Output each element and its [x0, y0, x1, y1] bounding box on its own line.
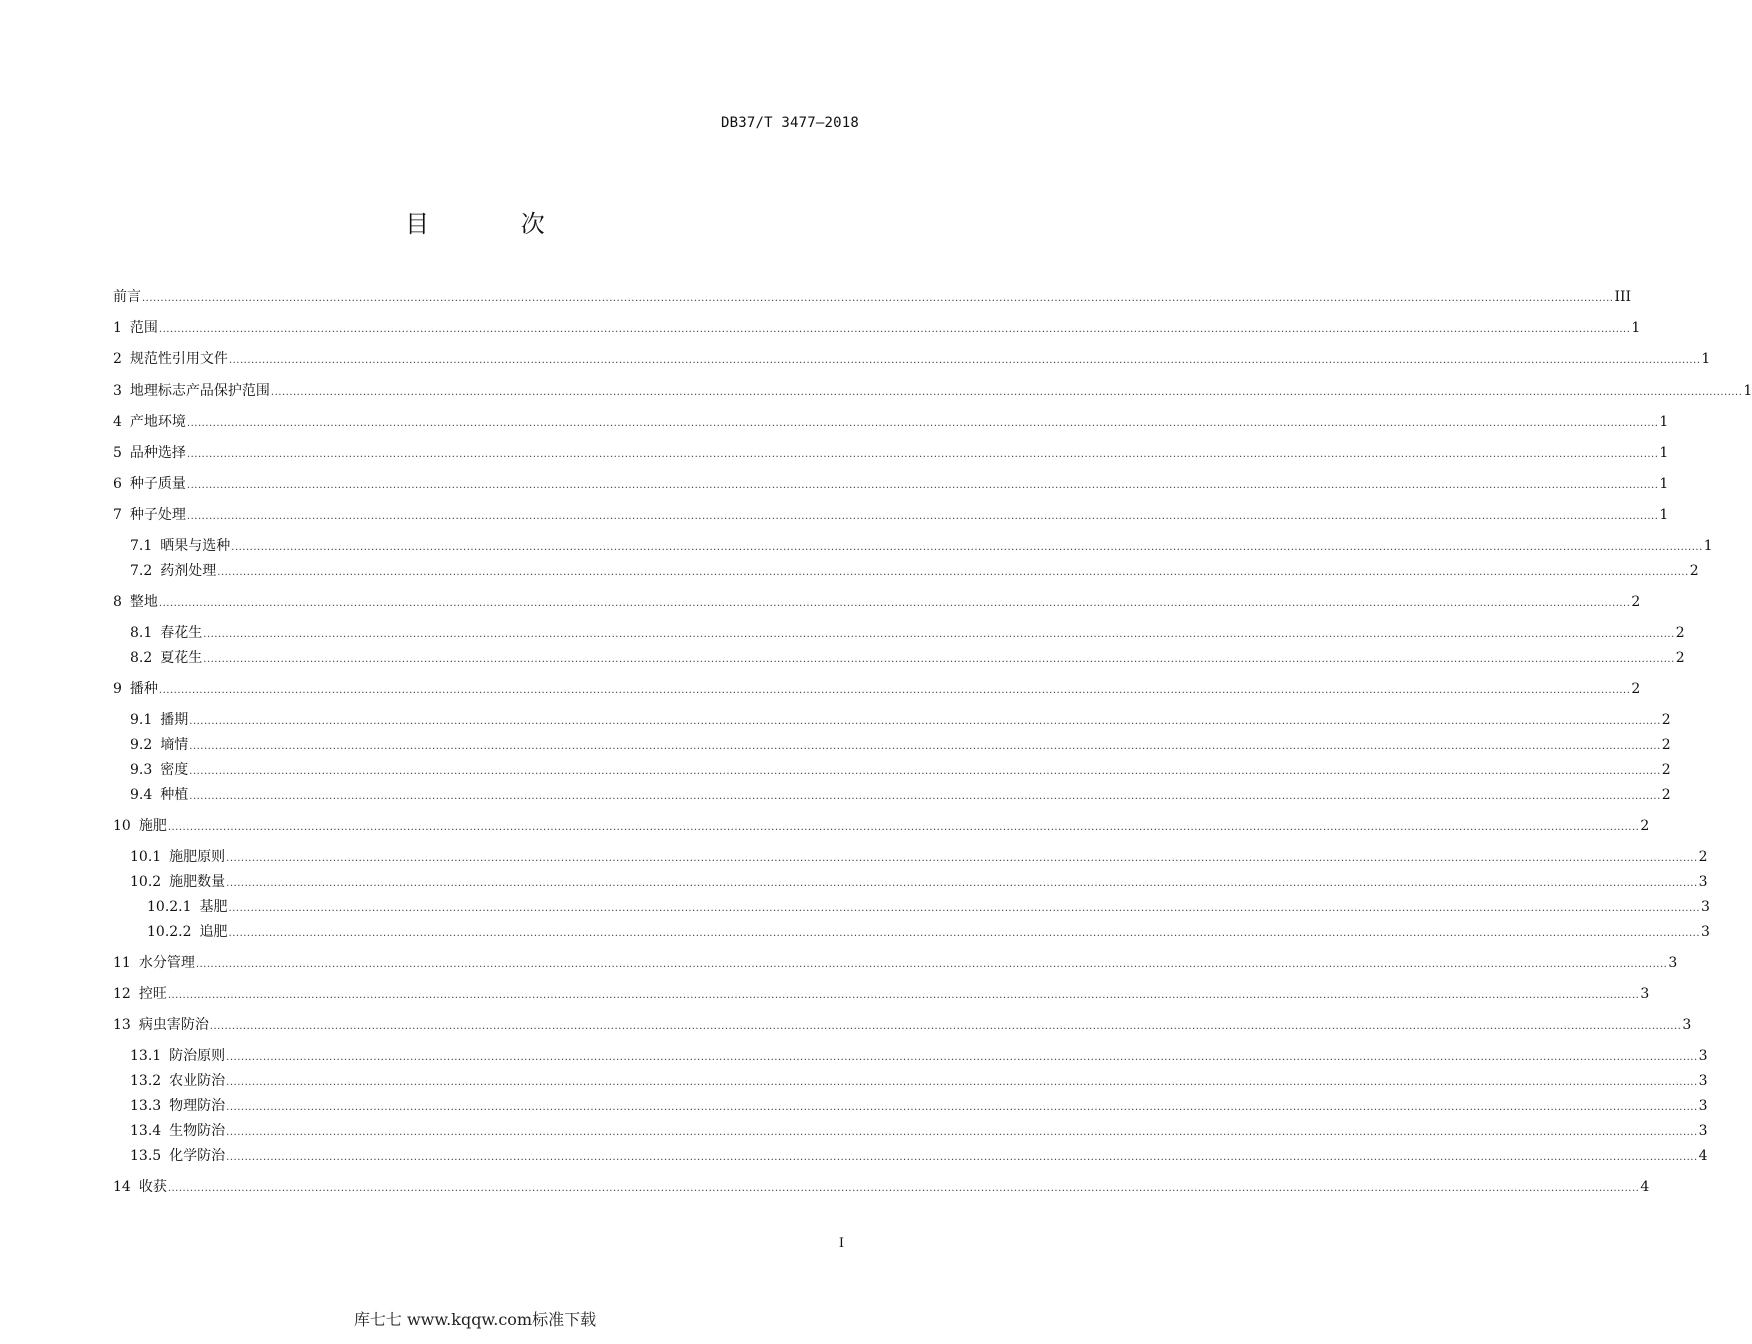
- toc-entry-label: 整地: [129, 594, 158, 610]
- toc-entry[interactable]: [130, 759, 1671, 781]
- toc-dot-leader: ................................................................................................................................................................................................................................................................................................................................................................................................................: [228, 355, 1701, 366]
- toc-entry-label: 晒果与选种: [160, 538, 231, 554]
- toc-dot-leader: ................................................................................................................................................................................................................................................................................................................................................................................................................: [189, 716, 1661, 727]
- toc-entry[interactable]: [130, 535, 1713, 557]
- toc-entry[interactable]: [113, 815, 1650, 837]
- toc-entry-page: 3: [1640, 986, 1650, 1002]
- toc-entry-number: 7: [113, 507, 122, 523]
- toc-entry-label: 夏花生: [160, 650, 203, 666]
- toc-dot-leader: ................................................................................................................................................................................................................................................................................................................................................................................................................: [226, 1127, 1698, 1138]
- toc-entry[interactable]: [130, 871, 1708, 893]
- toc-entry-number: 5: [113, 445, 122, 461]
- toc-entry-number: 7.1: [130, 538, 153, 554]
- toc-dot-leader: ................................................................................................................................................................................................................................................................................................................................................................................................................: [195, 959, 1668, 970]
- toc-entry-number: 9.4: [130, 787, 153, 803]
- toc-entry[interactable]: [130, 709, 1671, 731]
- toc-dot-leader: ................................................................................................................................................................................................................................................................................................................................................................................................................: [189, 791, 1661, 802]
- toc-dot-leader: ................................................................................................................................................................................................................................................................................................................................................................................................................: [228, 928, 1701, 939]
- toc-dot-leader: ................................................................................................................................................................................................................................................................................................................................................................................................................: [270, 387, 1743, 398]
- toc-dot-leader: ................................................................................................................................................................................................................................................................................................................................................................................................................: [142, 293, 1614, 304]
- toc-entry-page: 2: [1631, 681, 1641, 697]
- toc-entry-number: 9.1: [130, 712, 153, 728]
- toc-dot-leader: ................................................................................................................................................................................................................................................................................................................................................................................................................: [158, 324, 1631, 335]
- toc-entry-label: 防治原则: [169, 1048, 226, 1064]
- toc-entry-page: 3: [1668, 955, 1678, 971]
- toc-entry-number: 9: [113, 681, 122, 697]
- document-code: DB37/T 3477—2018: [720, 115, 859, 131]
- toc-dot-leader: ................................................................................................................................................................................................................................................................................................................................................................................................................: [186, 480, 1659, 491]
- toc-dot-leader: ................................................................................................................................................................................................................................................................................................................................................................................................................: [158, 598, 1631, 609]
- toc-entry-number: 7.2: [130, 563, 153, 579]
- toc-entry[interactable]: [130, 734, 1671, 756]
- toc-entry[interactable]: [113, 286, 1632, 308]
- toc-dot-leader: ................................................................................................................................................................................................................................................................................................................................................................................................................: [158, 685, 1631, 696]
- toc-entry[interactable]: [130, 1145, 1708, 1167]
- toc-dot-leader: ................................................................................................................................................................................................................................................................................................................................................................................................................: [189, 766, 1661, 777]
- toc-entry-label: 药剂处理: [160, 563, 217, 579]
- toc-entry-page: 2: [1675, 650, 1685, 666]
- toc-entry-page: 4: [1698, 1148, 1708, 1164]
- toc-entry-number: 2: [113, 351, 122, 367]
- toc-entry[interactable]: [113, 504, 1669, 526]
- toc-entry-label: 生物防治: [169, 1123, 226, 1139]
- toc-dot-leader: ................................................................................................................................................................................................................................................................................................................................................................................................................: [167, 822, 1640, 833]
- toc-entry-page: 3: [1682, 1017, 1692, 1033]
- toc-entry[interactable]: [113, 1176, 1650, 1198]
- toc-entry[interactable]: [130, 1120, 1708, 1142]
- toc-entry-page: 3: [1698, 1098, 1708, 1114]
- toc-entry-number: 4: [113, 414, 122, 430]
- toc-entry-page: 2: [1661, 712, 1671, 728]
- toc-dot-leader: ................................................................................................................................................................................................................................................................................................................................................................................................................: [203, 629, 1675, 640]
- toc-entry-number: 3: [113, 383, 122, 399]
- toc-entry-label: 种子处理: [129, 507, 186, 523]
- toc-entry-label: 种子质量: [129, 476, 186, 492]
- toc-dot-leader: ................................................................................................................................................................................................................................................................................................................................................................................................................: [226, 1052, 1698, 1063]
- toc-entry-label: 物理防治: [169, 1098, 226, 1114]
- toc-entry-page: 3: [1698, 874, 1708, 890]
- toc-entry-number: 9.2: [130, 737, 153, 753]
- toc-entry-label: 化学防治: [169, 1148, 226, 1164]
- toc-dot-leader: ................................................................................................................................................................................................................................................................................................................................................................................................................: [226, 1102, 1698, 1113]
- toc-entry-page: 2: [1675, 625, 1685, 641]
- toc-entry-page: III: [1614, 289, 1632, 305]
- toc-entry-page: 2: [1689, 563, 1699, 579]
- toc-entry-number: 8.2: [130, 650, 153, 666]
- toc-entry-number: 9.3: [130, 762, 153, 778]
- page-number: I: [838, 1236, 844, 1251]
- toc-entry[interactable]: [147, 896, 1710, 918]
- toc-dot-leader: ................................................................................................................................................................................................................................................................................................................................................................................................................: [226, 1077, 1698, 1088]
- toc-entry-number: 13.3: [130, 1098, 162, 1114]
- toc-entry-page: 1: [1659, 476, 1669, 492]
- toc-entry-page: 3: [1701, 899, 1710, 915]
- toc-entry[interactable]: [130, 622, 1685, 644]
- toc-dot-leader: ................................................................................................................................................................................................................................................................................................................................................................................................................: [231, 542, 1703, 553]
- toc-entry-page: 1: [1701, 351, 1711, 367]
- toc-dot-leader: ................................................................................................................................................................................................................................................................................................................................................................................................................: [167, 990, 1640, 1001]
- toc-entry-page: 2: [1640, 818, 1650, 834]
- toc-entry[interactable]: [113, 348, 1711, 370]
- toc-entry-number: 11: [113, 955, 131, 971]
- toc-dot-leader: ................................................................................................................................................................................................................................................................................................................................................................................................................: [186, 449, 1659, 460]
- toc-entry-number: 14: [113, 1179, 131, 1195]
- toc-entry-label: 春花生: [160, 625, 203, 641]
- toc-dot-leader: ................................................................................................................................................................................................................................................................................................................................................................................................................: [228, 903, 1701, 914]
- toc-entry-number: 6: [113, 476, 122, 492]
- toc-entry-label: 农业防治: [169, 1073, 226, 1089]
- toc-entry[interactable]: [130, 560, 1699, 582]
- toc-entry-label: 墒情: [160, 737, 189, 753]
- toc-entry-page: 4: [1640, 1179, 1650, 1195]
- toc-entry-label: 病虫害防治: [138, 1017, 209, 1033]
- toc-entry-page: 1: [1743, 383, 1752, 399]
- toc-entry-label: 施肥原则: [169, 849, 226, 865]
- toc-entry-label: 规范性引用文件: [129, 351, 228, 367]
- toc-entry-page: 1: [1631, 320, 1641, 336]
- toc-entry[interactable]: [113, 1014, 1692, 1036]
- toc-entry-page: 3: [1698, 1048, 1708, 1064]
- toc-entry-label: 范围: [129, 320, 158, 336]
- toc-dot-leader: ................................................................................................................................................................................................................................................................................................................................................................................................................: [186, 511, 1659, 522]
- toc-entry-label: 品种选择: [129, 445, 186, 461]
- toc-dot-leader: ................................................................................................................................................................................................................................................................................................................................................................................................................: [203, 654, 1675, 665]
- toc-entry[interactable]: [113, 983, 1650, 1005]
- toc-entry[interactable]: [113, 952, 1678, 974]
- toc-entry-label: 施肥: [138, 818, 167, 834]
- toc-entry-label: 追肥: [199, 924, 228, 940]
- toc-dot-leader: ................................................................................................................................................................................................................................................................................................................................................................................................................: [226, 878, 1698, 889]
- toc-entry-label: 播期: [160, 712, 189, 728]
- toc-entry[interactable]: [113, 591, 1641, 613]
- toc-entry-label: 密度: [160, 762, 189, 778]
- toc-entry-label: 施肥数量: [169, 874, 226, 890]
- toc-entry[interactable]: [130, 1095, 1708, 1117]
- toc-entry-label: 产地环境: [129, 414, 186, 430]
- toc-dot-leader: ................................................................................................................................................................................................................................................................................................................................................................................................................: [226, 1152, 1698, 1163]
- toc-dot-leader: ................................................................................................................................................................................................................................................................................................................................................................................................................: [217, 567, 1689, 578]
- toc-dot-leader: ................................................................................................................................................................................................................................................................................................................................................................................................................: [226, 853, 1698, 864]
- toc-entry-number: 12: [113, 986, 131, 1002]
- toc-entry-page: 2: [1661, 762, 1671, 778]
- toc-entry-page: 2: [1698, 849, 1708, 865]
- toc-entry-number: 1: [113, 320, 122, 336]
- toc-entry-page: 3: [1698, 1123, 1708, 1139]
- toc-entry-page: 1: [1659, 445, 1669, 461]
- toc-dot-leader: ................................................................................................................................................................................................................................................................................................................................................................................................................: [186, 418, 1659, 429]
- toc-entry-number: 13: [113, 1017, 131, 1033]
- toc-entry-number: 8: [113, 594, 122, 610]
- toc-entry-number: 13.2: [130, 1073, 162, 1089]
- toc-entry[interactable]: [147, 921, 1710, 943]
- toc-entry[interactable]: [113, 380, 1752, 402]
- toc-entry[interactable]: [113, 678, 1641, 700]
- toc-entry-page: 2: [1631, 594, 1641, 610]
- toc-entry-page: 2: [1661, 737, 1671, 753]
- toc-entry[interactable]: [130, 784, 1671, 806]
- toc-entry-number: 10: [113, 818, 131, 834]
- toc-dot-leader: ................................................................................................................................................................................................................................................................................................................................................................................................................: [209, 1021, 1682, 1032]
- toc-entry-label: 地理标志产品保护范围: [129, 383, 270, 399]
- toc-entry-number: 13.4: [130, 1123, 162, 1139]
- toc-entry[interactable]: [113, 411, 1669, 433]
- toc-entry-page: 1: [1659, 414, 1669, 430]
- toc-entry[interactable]: [113, 317, 1641, 339]
- toc-entry-label: 基肥: [199, 899, 228, 915]
- toc-entry-label: 水分管理: [138, 955, 195, 971]
- toc-entry-number: 10.1: [130, 849, 162, 865]
- toc-entry[interactable]: [130, 1045, 1708, 1067]
- toc-entry-number: 10.2.1: [147, 899, 192, 915]
- toc-entry-page: 3: [1698, 1073, 1708, 1089]
- toc-dot-leader: ................................................................................................................................................................................................................................................................................................................................................................................................................: [167, 1183, 1640, 1194]
- toc-entry-page: 2: [1661, 787, 1671, 803]
- toc-entry-page: 1: [1659, 507, 1669, 523]
- toc-entry-number: 10.2.2: [147, 924, 192, 940]
- toc-entry-number: 13.5: [130, 1148, 162, 1164]
- toc-entry-label: 种植: [160, 787, 189, 803]
- toc-entry-number: 13.1: [130, 1048, 162, 1064]
- toc-entry[interactable]: [130, 647, 1685, 669]
- toc-entry-label: 控旺: [138, 986, 167, 1002]
- toc-entry-number: 8.1: [130, 625, 153, 641]
- toc-entry-number: 10.2: [130, 874, 162, 890]
- toc-title: 目 次: [405, 210, 587, 238]
- toc-entry-label: 播种: [129, 681, 158, 697]
- toc-dot-leader: ................................................................................................................................................................................................................................................................................................................................................................................................................: [189, 741, 1661, 752]
- toc-entry[interactable]: [130, 846, 1708, 868]
- toc-entry-label: 前言: [113, 289, 141, 305]
- footer-watermark: 库七七 www.kqqw.com标准下载: [353, 1310, 597, 1329]
- toc-entry[interactable]: [113, 442, 1669, 464]
- toc-entry[interactable]: [130, 1070, 1708, 1092]
- toc-entry[interactable]: [113, 473, 1669, 495]
- toc-entry-page: 3: [1701, 924, 1710, 940]
- toc-entry-page: 1: [1703, 538, 1713, 554]
- toc-entry-label: 收获: [138, 1179, 167, 1195]
